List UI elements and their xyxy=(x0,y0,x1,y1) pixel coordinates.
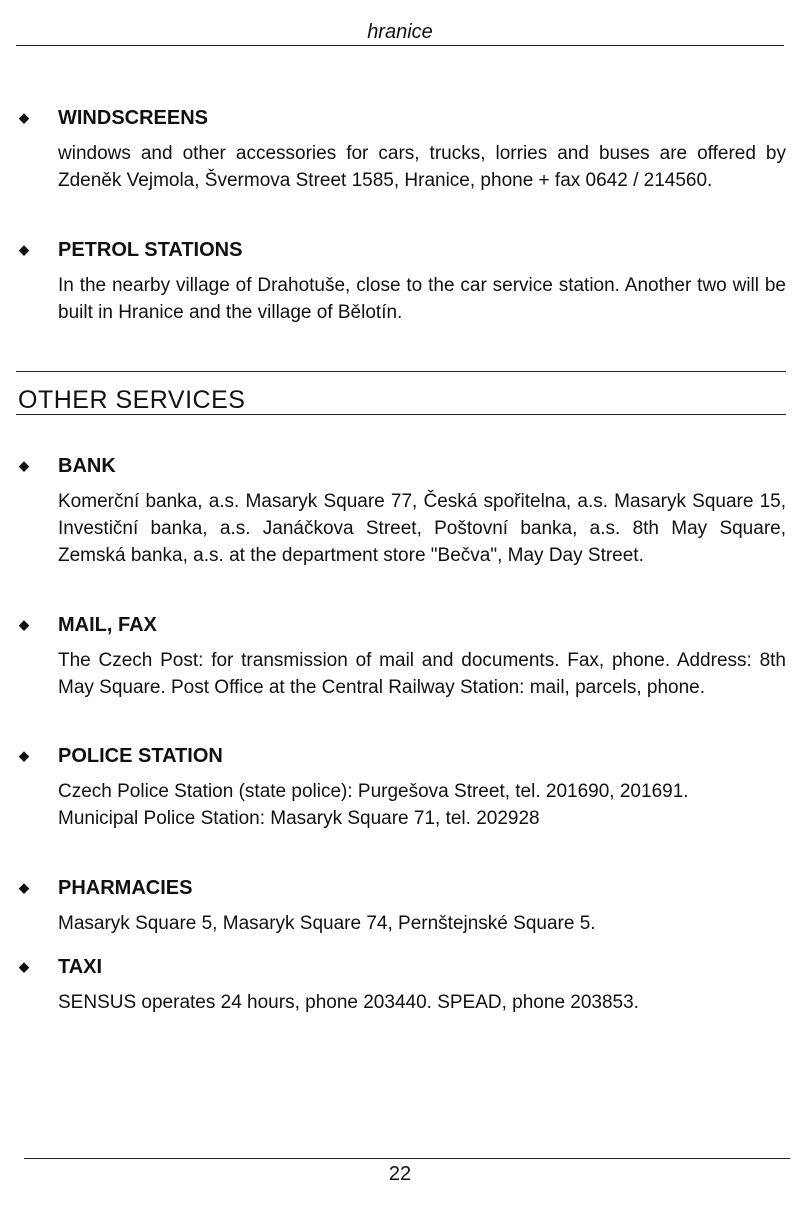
entry-title xyxy=(14,955,786,979)
entry-body: windows and other accessories for cars, trucks, lorries and buses are offered by Zdeněk Vejmola, Švermova Street 1585, Hranice, phone + fax 0642 / 214560. xyxy=(58,143,786,191)
entry-title xyxy=(14,238,786,262)
entry-title-text: MAIL, FAX xyxy=(58,614,157,636)
diamond-bullet-icon: ◆ xyxy=(19,110,29,125)
entry-title-text: BANK xyxy=(58,455,116,477)
section-heading-rule xyxy=(16,414,786,415)
entry-body: The Czech Post: for transmission of mail and documents. Fax, phone. Address: 8th May Square. Post Office at the Central Railway Station: mail, parcels, phone. xyxy=(58,650,786,698)
entry-title xyxy=(14,744,786,768)
entry-title-text: TAXI xyxy=(58,956,103,978)
diamond-bullet-icon: ◆ xyxy=(19,458,29,473)
entry-body: In the nearby village of Drahotuše, close to the car service station. Another two will be built in Hranice and the village of Bělotín. xyxy=(58,275,786,323)
entry-title-text: PHARMACIES xyxy=(58,877,193,899)
entry-windscreens xyxy=(14,106,786,194)
entry-body: Komerční banka, a.s. Masaryk Square 77, Česká spořitelna, a.s. Masaryk Square 15, Investiční banka, a.s. Janáčkova Street, Poštovní banka, a.s. 8th May Square, Zemská banka, a.s. at the department store "Bečva", May Day Street. xyxy=(58,491,786,566)
entry-taxi xyxy=(14,955,786,1016)
footer-rule xyxy=(24,1158,790,1159)
entry-pharmacies xyxy=(14,876,786,937)
entry-title xyxy=(14,613,786,637)
entry-police-station xyxy=(14,744,786,832)
diamond-bullet-icon: ◆ xyxy=(19,617,29,632)
entry-body: Czech Police Station (state police): Purgešova Street, tel. 201690, 201691. xyxy=(58,781,689,802)
header-rule xyxy=(16,45,784,46)
entry-mail-fax xyxy=(14,613,786,701)
entry-body-second-line: Municipal Police Station: Masaryk Square 71, tel. 202928 xyxy=(58,808,540,829)
running-head: hranice xyxy=(367,21,433,43)
diamond-bullet-icon: ◆ xyxy=(19,748,29,763)
entry-petrol-stations xyxy=(14,238,786,326)
diamond-bullet-icon: ◆ xyxy=(19,242,29,257)
diamond-bullet-icon: ◆ xyxy=(19,959,29,974)
entry-title xyxy=(14,454,786,478)
entry-title xyxy=(14,106,786,130)
entry-title-text: WINDSCREENS xyxy=(58,107,209,129)
entry-body: Masaryk Square 5, Masaryk Square 74, Pernštejnské Square 5. xyxy=(58,913,596,934)
entry-bank xyxy=(14,454,786,569)
page-number: 22 xyxy=(388,1163,412,1185)
section-heading-other-services: OTHER SERVICES xyxy=(18,386,246,414)
section-top-rule xyxy=(16,371,786,372)
entry-title-text: POLICE STATION xyxy=(58,745,223,767)
diamond-bullet-icon: ◆ xyxy=(19,880,29,895)
entry-title xyxy=(14,876,786,900)
entry-title-text: PETROL STATIONS xyxy=(58,239,243,261)
entry-body: SENSUS operates 24 hours, phone 203440. SPEAD, phone 203853. xyxy=(58,992,639,1013)
